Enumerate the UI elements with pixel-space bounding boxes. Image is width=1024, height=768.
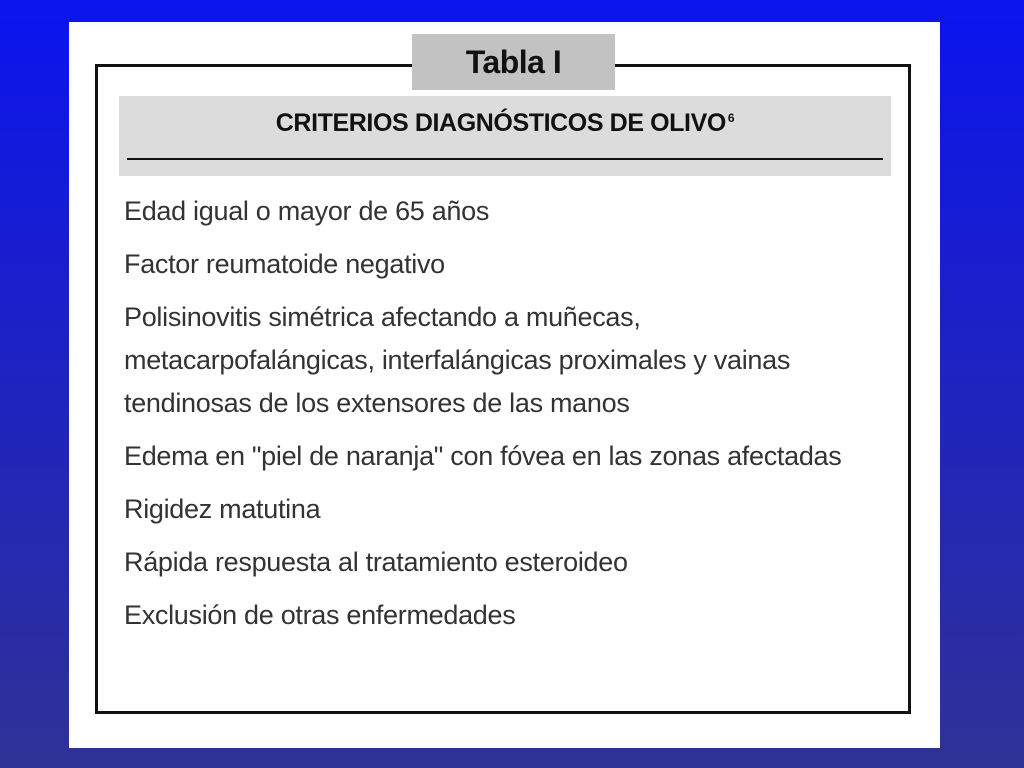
table-header xyxy=(119,96,891,176)
criterion-item: Rigidez matutina xyxy=(124,494,321,524)
criterion-item: Factor reumatoide negativo xyxy=(124,249,445,279)
slide-page xyxy=(69,22,940,748)
criterion-item: Exclusión de otras enfermedades xyxy=(124,600,516,630)
criterion-item: Polisinovitis simétrica afectando a muñecas, metacarpofalángicas, interfalángicas proximales y vainas tendinosas de los extensores de las manos xyxy=(124,302,791,418)
table-title xyxy=(119,109,891,138)
table-title-text: CRITERIOS DIAGNÓSTICOS DE OLIVO xyxy=(275,109,726,137)
criterion-item: Edema en "piel de naranja" con fóvea en las zonas afectadas xyxy=(124,441,842,471)
table-label: Tabla I xyxy=(412,34,615,90)
header-divider xyxy=(127,158,883,160)
title-reference: 6 xyxy=(727,110,735,125)
criteria-list xyxy=(124,190,869,647)
criterion-item: Edad igual o mayor de 65 años xyxy=(124,196,490,226)
criterion-item: Rápida respuesta al tratamiento esteroideo xyxy=(124,547,628,577)
